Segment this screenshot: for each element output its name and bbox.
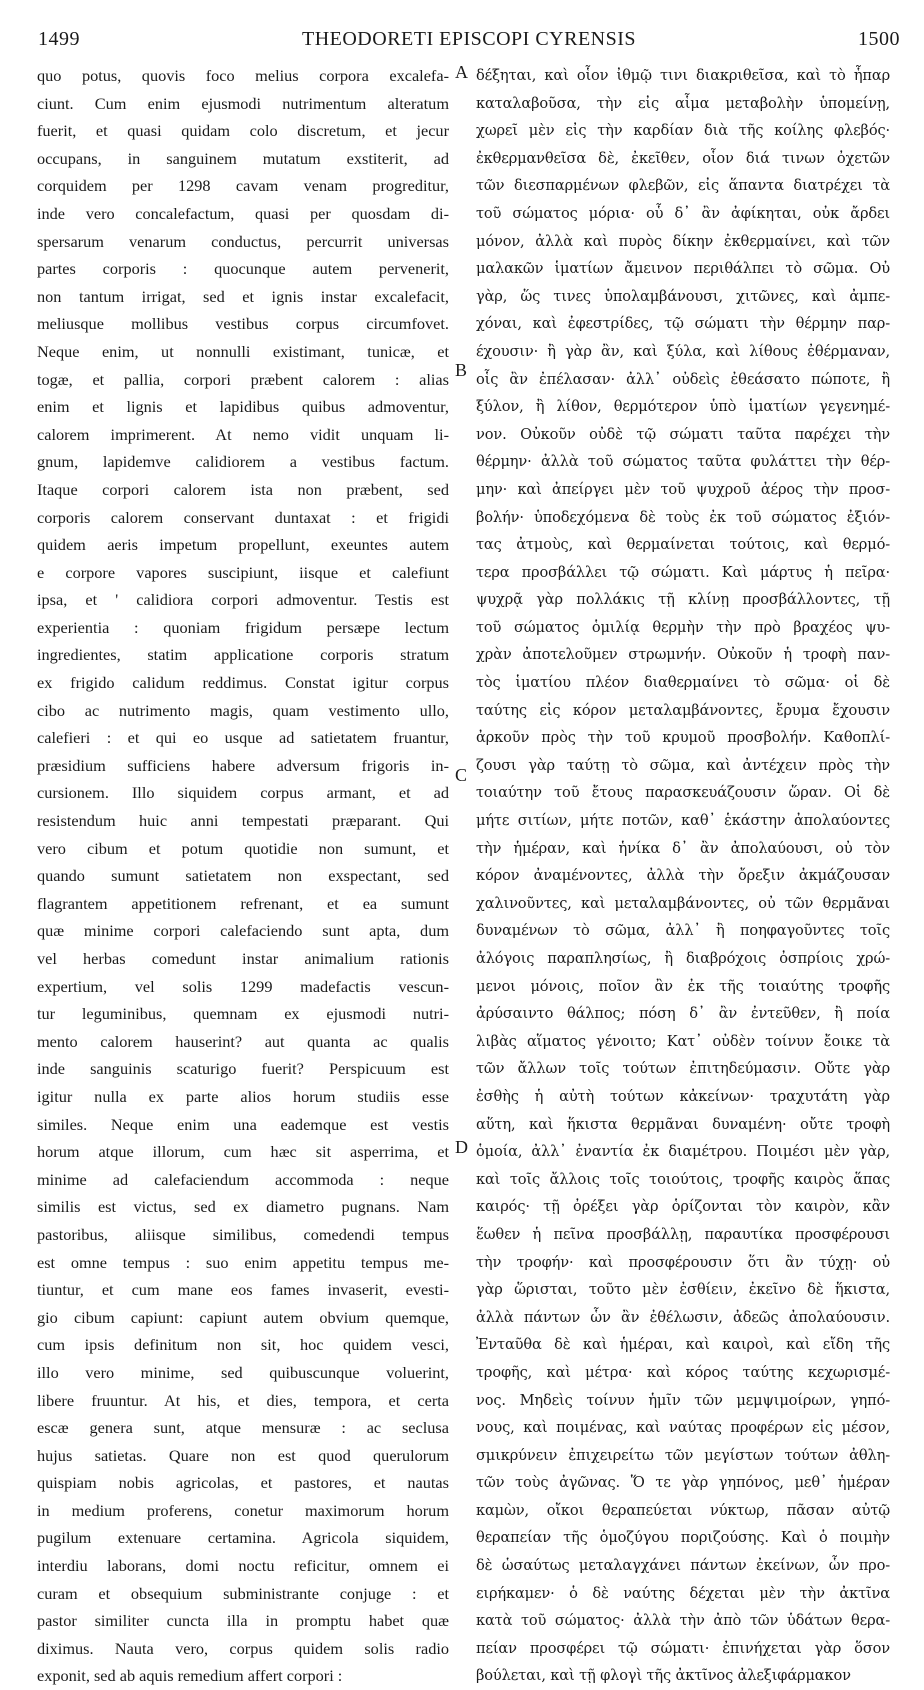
text-line: similis est victus, sed ex diametro pugnans. Nam xyxy=(37,1197,449,1217)
text-line: corquidem per 1298 cavam venam progreditur, xyxy=(37,176,449,196)
section-marker-a: A xyxy=(455,62,468,82)
text-line: χρὰν ἀποτελοῦμεν στρωμνήν. Οὐκοῦν ἡ τροφὴ παν- xyxy=(476,646,890,664)
text-line: δὲ ὡσαύτως μεταλαγχάνει πάντων ἐκείνων, ὧν προ- xyxy=(476,1557,890,1575)
section-marker-d: D xyxy=(455,1137,468,1157)
text-line: σμικρύνειν ἐπιχειρείτω τῶν μεγίστων τούτων ἀθλη- xyxy=(476,1446,890,1464)
text-line: δέξηται, καὶ οἷον ἰθμῷ τινι διακριθεῖσα, καὶ τὸ ἧπαρ xyxy=(476,67,890,84)
text-line: præsidium sufficiens habere adversum frigoris in- xyxy=(37,755,449,775)
text-line: δυναμένων τὸ σῶμα, ἀλλ᾽ ἢ ποηφαγοῦντες τοῖς xyxy=(476,922,890,940)
text-line: τὴν ἡμέραν, καὶ ἡνίκα δ᾽ ἂν ἀπολαύουσι, οὐ τὸν xyxy=(476,839,890,857)
text-line: μην· καὶ ἀπείργει μὲν τοῦ ψυχροῦ ἀέρος τὴν προσ- xyxy=(476,480,890,498)
text-line: τερα προσβάλλει τῷ σώματι. Καὶ μάρτυς ἡ πεῖρα· xyxy=(476,563,890,581)
text-line: τοῦ σώματος μόρια· οὗ δ᾽ ἂν ἀφίκηται, οὐκ ἄρδει xyxy=(476,204,890,222)
text-line: est omne tempus : suo enim appetitu tempus me- xyxy=(37,1252,449,1272)
text-line: calorem imprimerent. At nemo vidit unquam li- xyxy=(37,424,449,444)
text-line: gio cibum capiunt: capiunt autem obvium quemque, xyxy=(37,1307,449,1327)
text-line: inde sanguinis scaturigo fuerit? Perspicuum est xyxy=(37,1059,449,1079)
text-line: Ἐνταῦθα δὲ καὶ ἡμέραι, καὶ καιροὶ, καὶ εἴδη τῆς xyxy=(476,1336,890,1354)
text-line: τοιαύτην τοῦ ἔτους παρασκευάζουσιν ὥραν. Οἱ δὲ xyxy=(476,784,890,802)
text-line: inde vero concalefactum, quasi per quosdam di- xyxy=(37,203,449,223)
text-line: ζουσι γὰρ ταύτῃ τὸ σῶμα, καὶ ἀντέχειν πρὸς τὴν xyxy=(476,756,890,774)
text-line: expertium, vel solis 1299 madefactis vescun- xyxy=(37,976,449,996)
text-line: γὰρ ὥρισται, τοῦτο μὲν ἐσθίειν, ἐκεῖνο δὲ ἥκιστα, xyxy=(476,1281,890,1299)
text-line: ἀρύσαιντο θάλπος; πόση δ᾽ ἂν ἐντεῦθεν, ἢ ποία xyxy=(476,1005,890,1023)
text-line: ἐσθὴς ἡ αὐτὴ τούτων κἀκείνων· τραχυτάτη γὰρ xyxy=(476,1087,890,1105)
text-line: ἐκθερμανθεῖσα δὲ, ἐκεῖθεν, οἷον διά τινων ὀχετῶν xyxy=(476,149,890,167)
text-line: mento calorem hauserint? aut quanta ac qualis xyxy=(37,1031,449,1051)
text-line: ψυχρᾷ γὰρ πολλάκις τῇ κλίνῃ προσβάλλοντες, τῇ xyxy=(476,591,890,609)
text-line: libere fruuntur. At his, et dies, tempora, et certa xyxy=(37,1390,449,1410)
page-number-right: 1500 xyxy=(858,28,900,50)
text-line: βούλεται, καὶ τῇ φλογὶ τῆς ἀκτῖνος ἀλεξιφάρμακον xyxy=(476,1667,851,1685)
text-line: occupans, in sanguinem mutatum exstiterit, ad xyxy=(37,148,449,168)
text-line: vero cibum et potum quotidie non sumunt, et xyxy=(37,838,449,858)
text-line: quidem aeris impetum propellunt, exeuntes autem xyxy=(37,535,449,555)
text-line: flagrantem appetitionem refrenant, et ea sumunt xyxy=(37,893,449,913)
text-line: diximus. Nauta vero, corpus quidem solis radio xyxy=(37,1638,449,1658)
text-line: μήτε σιτίων, μήτε ποτῶν, καθ᾽ ἑκάστην ἀπολαύοντες xyxy=(476,812,890,830)
text-line: χόναι, καὶ ἐφεστρίδες, τῷ σώματι τὴν θέρμην παρ- xyxy=(476,315,890,333)
text-line: quo potus, quovis foco melius corpora excalefa- xyxy=(37,66,449,85)
text-line: νον. Οὐκοῦν οὐδὲ τῷ σώματι ταῦτα παρέχει τὴν xyxy=(476,425,890,443)
text-line: τὴν τροφήν· καὶ προσφέρουσιν ὅτι ἂν τύχῃ· οὐ xyxy=(476,1253,890,1271)
text-line: κατὰ τοῦ σώματος· ἀλλὰ τὴν ἀπὸ τῶν ὑδάτων θερα- xyxy=(476,1612,890,1630)
text-line: quando sumunt satietatem non exspectant, sed xyxy=(37,866,449,886)
text-line: ἀλόγοις παραπλησίως, ἢ διαβρόχοις ὀσπρίοις χρώ- xyxy=(476,950,890,967)
text-line: tiuntur, et cum mane eos fames invaserit, evesti- xyxy=(37,1280,449,1300)
text-line: νους, καὶ ποιμένας, καὶ ναύτας προφέρων εἰς μέσον, xyxy=(476,1419,890,1437)
text-line: cursionem. Illo siquidem corpus armant, et ad xyxy=(37,783,449,803)
text-line: τῶν ἄλλων τοῖς τούτων ἐπιτηδεύμασιν. Οὔτε γὰρ xyxy=(476,1060,890,1078)
text-line: αὕτη, καὶ ἥκιστα θερμᾶναι δυναμένη· οὔτε τροφὴ xyxy=(476,1115,890,1133)
running-title: THEODORETI EPISCOPI CYRENSIS xyxy=(301,28,637,50)
text-line: exponit, sed ab aquis remedium affert corpori : xyxy=(37,1666,343,1686)
text-line: μαλακῶν ἱματίων ἄμεινον περιθάλπει τὸ σῶμα. Οὐ xyxy=(476,260,890,278)
text-line: ex frigido calidum reddimus. Constat igitur corpus xyxy=(37,673,449,693)
text-line: pastor similiter cuncta illa in promptu habet quæ xyxy=(37,1611,449,1631)
text-line: ἀρκοῦν πρὸς τὴν τοῦ κρυμοῦ προσβολήν. Καθοπλί- xyxy=(476,729,890,747)
text-line: μόνον, ἀλλὰ καὶ πυρὸς δίκην ἐκθερμαίνει, καὶ τῶν xyxy=(476,232,890,250)
text-line: cum ipsis definitum non sit, hoc quidem vesci, xyxy=(37,1335,449,1355)
text-line: ἕωθεν ἡ πεῖνα προσβάλλῃ, παραυτίκα προσφέρουσι xyxy=(476,1225,890,1243)
text-line: escæ genera sunt, atque mensuræ : ac seclusa xyxy=(37,1418,449,1438)
text-line: τοῦ σώματος ὁμιλίᾳ θερμὴν τὴν πρὸ βραχέος ψυ- xyxy=(476,618,890,636)
text-line: τῶν διεσπαρμένων φλεβῶν, εἰς ἅπαντα διατρέχει τὰ xyxy=(476,177,890,195)
text-line: πείαν προσφέρει τῷ σώματι· ἐπινήχεται γὰρ ὅσον xyxy=(476,1639,890,1657)
text-line: hujus satietas. Quare non est quod querulorum xyxy=(37,1445,449,1465)
text-line: Neque enim, ut nonnulli existimant, tunicæ, et xyxy=(37,341,449,361)
text-line: horum atque illorum, cum hæc sit asperrima, et xyxy=(37,1142,449,1162)
page-number-left: 1499 xyxy=(38,28,80,50)
running-header xyxy=(38,28,900,58)
text-line: similes. Neque enim una eademque est vestis xyxy=(37,1114,449,1134)
text-line: curam et obsequium subministrante conjuge : et xyxy=(37,1583,449,1603)
text-line: in medium proferens, conetur maximorum horum xyxy=(37,1500,449,1520)
text-line: γὰρ, ὥς τινες ὑπολαμβάνουσι, χιτῶνες, καὶ ἀμπε- xyxy=(476,287,890,305)
text-line: ειρήκαμεν· ὁ δὲ ναύτης δέχεται μὲν τὴν ἀκτῖνα xyxy=(476,1584,890,1602)
text-line: resistendum huic anni tempestati præparant. Qui xyxy=(37,811,449,831)
text-line: corporis calorem conservant duntaxat : et frigidi xyxy=(37,507,449,527)
latin-column xyxy=(37,62,449,1690)
text-line: ταύτης εἰς κόρον μεταλαμβάνοντες, ἔρυμα ἔχουσιν xyxy=(476,701,890,719)
text-line: λιβὰς αἵματος γένοιτο; Κατ᾽ οὐδὲν τοίνυν ἔοικε τὰ xyxy=(476,1032,890,1050)
text-line: καιρός· τῇ ὀρέξει γὰρ ὁρίζονται τὸν καιρὸν, κἂν xyxy=(476,1198,890,1216)
text-line: fuerit, et quasi quidam colo discretum, et jecur xyxy=(37,121,449,141)
text-line: οἷς ἂν ἐπέλασαν· ἀλλ᾽ οὐδεὶς ἐθεάσατο πώποτε, ἢ xyxy=(476,370,890,388)
text-line: κόρον ἀναμένοντες, ἀλλὰ τὴν ὄρεξιν ἀκμάζουσαν xyxy=(476,867,890,885)
text-line: gnum, lapidemve calidiorem a vestibus factum. xyxy=(37,452,449,472)
section-marker-b: B xyxy=(455,360,468,380)
text-line: μενοι μόνοις, ποῖον ἂν ἐκ τῆς τοιαύτης τροφῆς xyxy=(476,977,890,995)
text-line: cibo ac nutrimento magis, quam vestimento ullo, xyxy=(37,700,449,720)
text-line: pastoribus, aliisque similibus, comedendi tempus xyxy=(37,1224,449,1244)
text-line: minime ad calefaciendum accommoda : neque xyxy=(37,1169,449,1189)
text-line: enim et lignis et lapidibus quibus admoventur, xyxy=(37,397,449,417)
text-line: θέρμην· ἀλλὰ τοῦ σώματος ταῦτα φυλάττει τὴν θέρ- xyxy=(476,453,890,471)
text-line: partes corporis : quocunque autem pervenerit, xyxy=(37,259,449,279)
text-line: καμὼν, οἴκοι θεραπεύεται νύκτωρ, πᾶσαν αὐτῷ xyxy=(476,1501,890,1519)
text-line: igitur nulla ex parte alios horum studiis esse xyxy=(37,1086,449,1106)
text-line: ξύλον, ἢ λίθον, θερμότερον ὑπὸ ἱματίων γεγενημέ- xyxy=(476,398,890,416)
text-line: ingredientes, statim applicatione corporis stratum xyxy=(37,645,449,665)
text-line: Itaque corpori calorem ista non præbent, sed xyxy=(37,479,449,499)
text-line: τῶν τοὺς ἀγῶνας. Ὅ τε γὰρ γηπόνος, μεθ᾽ ἡμέραν xyxy=(476,1474,890,1492)
text-line: τροφῆς, καὶ μέτρα· καὶ κόρος ταύτης κεχωρισμέ- xyxy=(476,1363,890,1381)
text-line: interdiu laborans, domi noctu reficitur, omnem ei xyxy=(37,1556,449,1576)
text-line: vel herbas comedunt instar animalium rationis xyxy=(37,949,449,968)
text-line: ἀλλὰ πάντων ὧν ἂν ἐθέλωσιν, ἀδεῶς ἀπολαύουσιν. xyxy=(476,1308,890,1326)
text-line: νος. Μηδεὶς τοίνυν ἡμῖν τῶν μεμψιμοίρων, γηπό- xyxy=(476,1391,890,1409)
text-line: χωρεῖ μὲν εἰς τὴν καρδίαν διὰ τῆς κοίλης φλεβός· xyxy=(476,122,890,140)
text-line: non tantum irrigat, sed et ignis instar excalefacit, xyxy=(37,286,449,306)
text-line: illo vero minime, sed quibuscunque voluerint, xyxy=(37,1362,449,1382)
greek-column xyxy=(476,62,890,1690)
text-line: tur leguminibus, quemnam ex ejusmodi nutri- xyxy=(37,1004,449,1024)
text-line: spersarum venarum conductus, percurrit universas xyxy=(37,231,449,251)
text-line: θεραπείαν τῆς ὁμοζύγου ποριζούσης. Καὶ ὁ ποιμὴν xyxy=(476,1529,890,1547)
text-line: τας ἀτμοὺς, καὶ θερμαίνεται τούτοις, καὶ θερμό- xyxy=(476,536,890,554)
text-line: χαλινοῦντες, καὶ μεταλαμβάνοντες, οὐ τῶν θερμᾶναι xyxy=(476,894,890,912)
text-line: έχουσιν· ἢ γὰρ ἂν, καὶ ξύλα, καὶ λίθους ἐθέρμαναν, xyxy=(476,342,890,360)
text-line: ciunt. Cum enim ejusmodi nutrimentum alteratum xyxy=(37,93,449,113)
text-line: ipsa, et ' calidiora corpori admoventur. Testis est xyxy=(37,590,449,610)
text-line: quispiam nobis agricolas, et pastores, et nautas xyxy=(37,1473,449,1493)
text-line: experientia : quoniam frigidum persæpe lectum xyxy=(37,617,449,637)
text-line: quæ minime corpori calefaciendo sunt apta, dum xyxy=(37,921,449,941)
text-line: pugilum extenuare certamina. Agricola siquidem, xyxy=(37,1528,449,1548)
text-line: e corpore vapores suscipiunt, iisque et calefiunt xyxy=(37,562,449,582)
text-line: meliusque mollibus vestibus corpus circumfovet. xyxy=(37,314,449,334)
text-line: togæ, et pallia, corpori præbent calorem : alias xyxy=(37,369,449,389)
section-marker-c: C xyxy=(455,765,468,785)
text-line: τὸς ἱματίου πλέον διαθερμαίνει τὸ σῶμα· οἱ δὲ xyxy=(476,674,890,692)
text-line: calefieri : et qui eo usque ad satietatem fruantur, xyxy=(37,728,449,748)
text-line: ὁμοία, ἀλλ᾽ ἐναντία ἐκ διαμέτρου. Ποιμέσι μὲν γὰρ, xyxy=(476,1143,890,1161)
text-line: βολήν· ὑποδεχόμενα δὲ τοὺς ἐκ τοῦ σώματος ἐξιόν- xyxy=(476,508,890,526)
text-line: καὶ τοῖς ἄλλοις τοῖς τοιούτοις, τροφῆς καιρὸς ἅπας xyxy=(476,1170,890,1188)
text-line: καταλαβοῦσα, τὴν εἰς αἷμα μεταβολὴν ὑπομείνῃ, xyxy=(476,94,890,112)
